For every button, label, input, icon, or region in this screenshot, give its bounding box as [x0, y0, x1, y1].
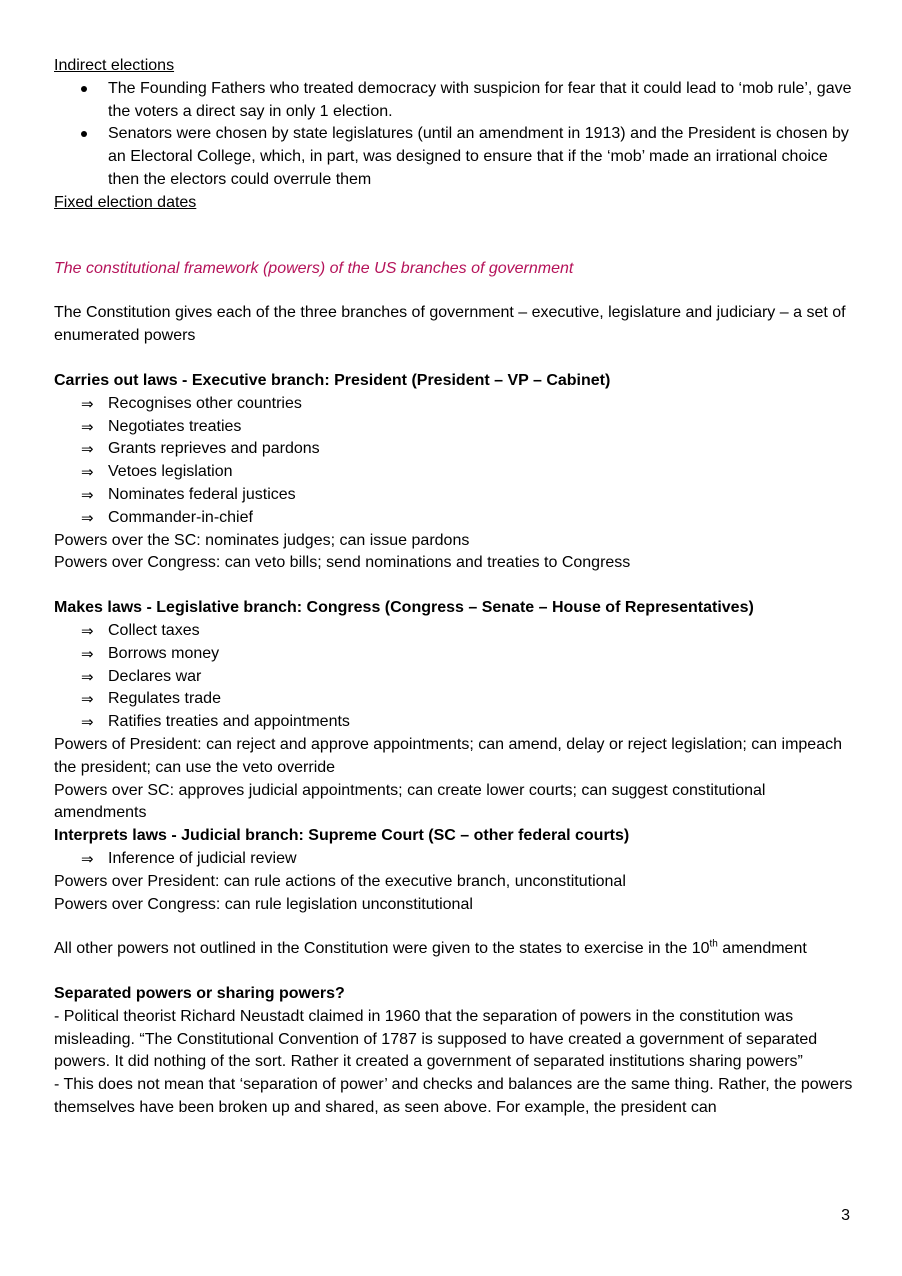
legislative-powers-president: Powers of President: can reject and approve appointments; can amend, delay or reject legislation; can impeach the president; can use the veto override — [54, 735, 842, 776]
double-arrow-right-icon: ⇒ — [81, 667, 94, 686]
list-item: ⇒ Nominates federal justices — [54, 484, 854, 507]
legislative-heading: Makes laws - Legislative branch: Congress (Congress – Senate – House of Representatives) — [54, 599, 754, 617]
executive-powers-list — [54, 393, 854, 530]
bullet-icon — [81, 131, 87, 137]
double-arrow-right-icon: ⇒ — [81, 485, 94, 504]
judicial-powers-congress: Powers over Congress: can rule legislation unconstitutional — [54, 895, 473, 913]
legislative-powers-list — [54, 620, 854, 734]
double-arrow-right-icon: ⇒ — [81, 690, 94, 709]
double-arrow-right-icon: ⇒ — [81, 440, 94, 459]
bullet-icon — [81, 86, 87, 92]
judicial-powers-list — [54, 848, 854, 871]
double-arrow-right-icon: ⇒ — [81, 463, 94, 482]
separated-powers-paragraph-1: - Political theorist Richard Neustadt claimed in 1960 that the separation of powers in the constitution was misleading. “The Constitutional Convention of 1787 is supposed to have created a government of separated powers. It did nothing of the sort. Rather it created a government of separated institutions sharing powers” — [54, 1007, 818, 1071]
list-item: Senators were chosen by state legislatures (until an amendment in 1913) and the President is chosen by an Electoral College, which, in part, was designed to ensure that if the ‘mob’ made an irrational choice then the electors could overrule them — [54, 123, 854, 191]
double-arrow-right-icon: ⇒ — [81, 508, 94, 527]
page-number: 3 — [841, 1207, 850, 1224]
executive-powers-congress: Powers over Congress: can veto bills; send nominations and treaties to Congress — [54, 554, 631, 572]
double-arrow-right-icon: ⇒ — [81, 621, 94, 640]
fixed-election-dates-heading: Fixed election dates — [54, 193, 197, 211]
list-item: ⇒ Negotiates treaties — [54, 416, 854, 439]
page-content — [54, 55, 854, 1120]
indirect-elections-heading: Indirect elections — [54, 57, 175, 74]
judicial-heading: Interprets laws - Judicial branch: Supreme Court (SC – other federal courts) — [54, 827, 630, 845]
separated-powers-paragraph-2: - This does not mean that ‘separation of power’ and checks and balances are the same thing. Rather, the powers themselves have been broken up and shared, as seen above. For example, the president can — [54, 1076, 853, 1117]
judicial-powers-president: Powers over President: can rule actions of the executive branch, unconstitutional — [54, 872, 626, 890]
double-arrow-right-icon: ⇒ — [81, 849, 94, 868]
list-item: ⇒ Vetoes legislation — [54, 461, 854, 484]
executive-heading: Carries out laws - Executive branch: President (President – VP – Cabinet) — [54, 371, 611, 389]
section-heading: The constitutional framework (powers) of the US branches of government — [54, 259, 574, 277]
list-item: ⇒ Commander-in-chief — [54, 507, 854, 530]
double-arrow-right-icon: ⇒ — [81, 417, 94, 436]
framework-intro: The Constitution gives each of the three branches of government – executive, legislature and judiciary – a set of enumerated powers — [54, 304, 846, 345]
other-powers-paragraph: All other powers not outlined in the Constitution were given to the states to exercise in the 10th amendment — [54, 938, 807, 958]
executive-powers-sc: Powers over the SC: nominates judges; can issue pardons — [54, 531, 470, 549]
list-item: ⇒ Borrows money — [54, 643, 854, 666]
legislative-powers-sc: Powers over SC: approves judicial appointments; can create lower courts; can suggest constitutional amendments — [54, 781, 766, 822]
list-item: ⇒ Grants reprieves and pardons — [54, 438, 854, 461]
double-arrow-right-icon: ⇒ — [81, 394, 94, 413]
list-item: ⇒ Recognises other countries — [54, 393, 854, 416]
list-item: ⇒ Inference of judicial review — [54, 848, 854, 871]
double-arrow-right-icon: ⇒ — [81, 644, 94, 663]
separated-powers-heading: Separated powers or sharing powers? — [54, 985, 345, 1003]
list-item: ⇒ Ratifies treaties and appointments — [54, 711, 854, 734]
list-item: ⇒ Collect taxes — [54, 620, 854, 643]
list-item: ⇒ Declares war — [54, 666, 854, 689]
indirect-elections-list — [54, 78, 854, 192]
list-item: The Founding Fathers who treated democracy with suspicion for fear that it could lead to ‘mob rule’, gave the voters a direct say in only 1 election. — [54, 78, 854, 124]
double-arrow-right-icon: ⇒ — [81, 713, 94, 732]
list-item: ⇒ Regulates trade — [54, 688, 854, 711]
